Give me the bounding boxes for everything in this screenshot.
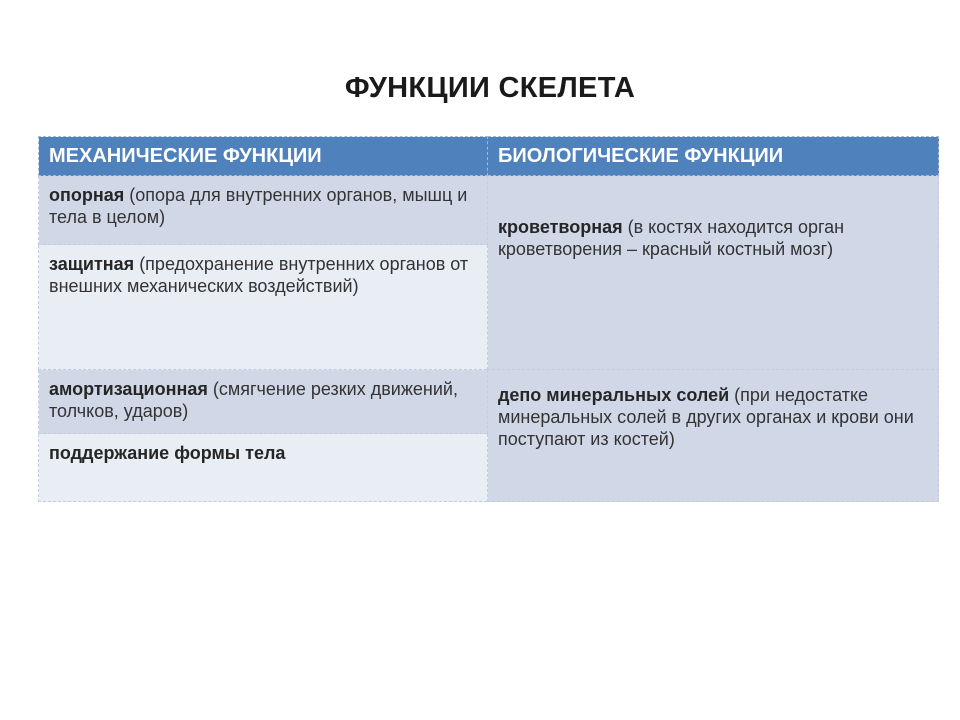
cell-biological-hematopoietic <box>488 176 939 370</box>
slide-title-wrap <box>0 72 960 105</box>
table-row <box>39 176 939 245</box>
term-hematopoietic: кроветворная <box>498 217 623 237</box>
cell-mechanical-shape <box>39 434 488 502</box>
desc-hematopoietic: (в костях находится орган кроветворения – красный костный мозг) <box>498 217 845 259</box>
slide-title: ФУНКЦИИ СКЕЛЕТА <box>344 72 636 104</box>
term-shape: поддержание формы тела <box>49 443 286 463</box>
header-biological: БИОЛОГИЧЕСКИЕ ФУНКЦИИ <box>488 137 939 176</box>
cell-mechanical-protective <box>39 245 488 370</box>
cell-mechanical-shock <box>39 370 488 434</box>
term-minerals: депо минеральных солей <box>498 385 730 405</box>
header-mechanical: МЕХАНИЧЕСКИЕ ФУНКЦИИ <box>39 137 488 176</box>
functions-table <box>38 136 939 502</box>
desc-shock: (смягчение резких движений, толчков, ударов) <box>49 379 458 421</box>
term-protective: защитная <box>49 254 135 274</box>
term-shock: амортизационная <box>49 379 208 399</box>
desc-protective: (предохранение внутренних органов от внешних механических воздействий) <box>49 254 469 296</box>
term-support: опорная <box>49 185 125 205</box>
cell-mechanical-support <box>39 176 488 245</box>
desc-support: (опора для внутренних органов, мышц и тела в целом) <box>49 185 468 227</box>
cell-biological-minerals <box>488 370 939 502</box>
header-row <box>39 137 939 176</box>
desc-minerals: (при недостатке минеральных солей в других органах и крови они поступают из костей) <box>498 385 914 449</box>
table-row <box>39 370 939 434</box>
